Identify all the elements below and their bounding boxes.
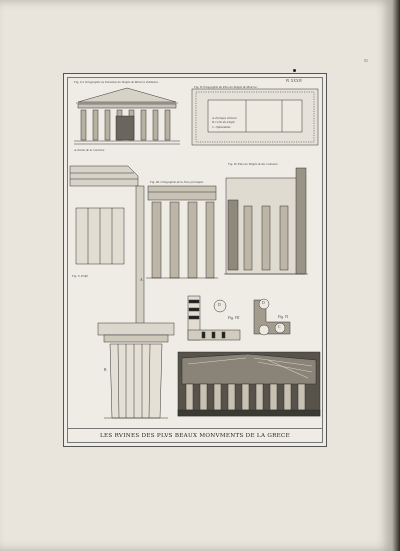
section-elevation (224, 168, 308, 274)
page-number: 51 (364, 58, 368, 63)
letter-d-label: D (262, 301, 265, 305)
letter-b-label: B (104, 368, 107, 372)
doric-column-detail (98, 323, 174, 418)
figure-vi-label: Fig. VI (278, 315, 289, 319)
plan-legend-item: A. Portique d'entree (212, 116, 237, 120)
figure-vii-label: Fig. VII (228, 316, 240, 320)
left-notes: Fig. V. Profil (72, 274, 88, 278)
cornice-profile (70, 166, 138, 264)
page-mark-dot (293, 69, 296, 72)
figure-viii-label: Fig. VIII (292, 420, 305, 424)
engraved-plate (63, 73, 327, 447)
letter-c-label: C (278, 325, 281, 329)
letter-a-label: A (140, 278, 143, 282)
principal-face-elevation (146, 186, 218, 278)
engraving-drawing (68, 78, 322, 430)
plan-caption: Fig. II Ortographie du Plan du Temple de Minerve. (194, 85, 258, 89)
plan-legend-item: C. Opistodome (212, 124, 231, 129)
front-note: A. Partie de la Corniche (74, 148, 105, 152)
ruins-perspective-view (178, 352, 320, 416)
elevation-caption: Fig. III. Ortographie de la Face principale (150, 180, 204, 184)
figure-1-caption: Fig. I.re Ortographie ou Elevation du Temple de Minerve d'Athenes. (74, 80, 159, 84)
letter-d-label: D (218, 303, 221, 307)
plate-number: Pl. XXXIV (286, 79, 303, 83)
plate-title: LES RVINES DES PLVS BEAUX MONVMENTS DE LA GRECE (99, 432, 290, 439)
plate-caption-bar (68, 428, 322, 442)
vertical-section (136, 186, 144, 336)
plate-inner-frame (67, 77, 323, 443)
plan-legend-item: B. Celle du temple (212, 120, 235, 125)
book-spine-edge (392, 0, 400, 551)
plan-legend (212, 116, 256, 129)
right-notes: Fig. IV. Plan du Temple & des Colonnes (228, 162, 278, 166)
temple-facade-elevation (74, 88, 180, 144)
